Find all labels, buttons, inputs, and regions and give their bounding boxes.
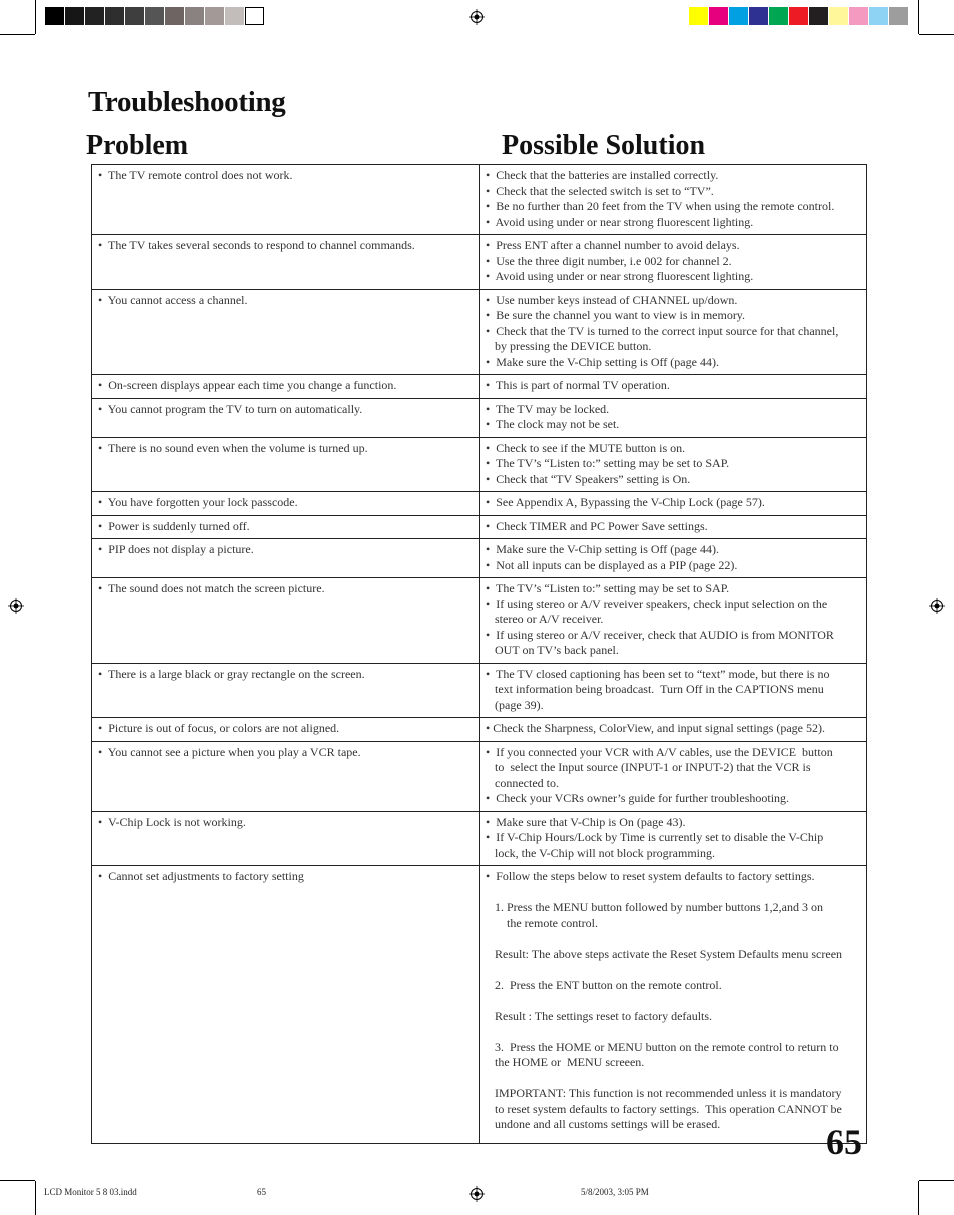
solution-line: • Check your VCRs owner’s guide for further troubleshooting. [486,791,790,805]
solution-line [486,1024,860,1040]
problem-text: • There is a large black or gray rectangle on the screen. [98,666,365,681]
solution-line: Result : The settings reset to factory defaults. [486,1008,713,1023]
solution-cell [480,578,867,664]
problem-cell [92,718,480,742]
solution-line: 2. Press the ENT button on the remote control. [486,977,722,992]
gray-swatch [85,7,104,25]
problem-text: • You cannot access a channel. [98,292,248,307]
solution-line: • The TV may be locked. [486,401,610,416]
solution-line: text information being broadcast. Turn Off in the CAPTIONS menu [486,682,824,696]
table-row [92,741,867,811]
process-swatch [829,7,848,25]
solution-line: • Check that the selected switch is set to “TV”. [486,183,714,198]
process-swatch [869,7,888,25]
problem-cell [92,866,480,1144]
solution-cell [480,235,867,290]
solution-line: (page 39). [486,697,544,712]
solution-line: by pressing the DEVICE button. [486,339,652,353]
problem-text: • Cannot set adjustments to factory setting [98,869,304,883]
problem-text: • The sound does not match the screen picture. [98,581,325,595]
process-swatch [789,7,808,25]
process-swatch [849,7,868,25]
solution-line: • This is part of normal TV operation. [486,378,670,392]
solution-line: • Avoid using under or near strong fluorescent lighting. [486,269,754,283]
process-swatch [809,7,828,25]
gray-swatch [205,7,224,25]
problem-text: • V-Chip Lock is not working. [98,814,246,829]
process-swatch [769,7,788,25]
crop-mark-bottom-right-v [918,1181,919,1215]
solution-line: • The clock may not be set. [486,417,620,431]
solution-line: undone and all customs settings will be erased. [486,1117,721,1131]
solution-cell [480,663,867,718]
gray-swatch [145,7,164,25]
problem-text: • You cannot see a picture when you play a VCR tape. [98,744,361,759]
solution-line: • Make sure the V-Chip setting is Off (page 44). [486,542,719,556]
gray-swatch [125,7,144,25]
table-row [92,398,867,437]
registration-mark-left-icon [8,598,24,614]
problem-text: • On-screen displays appear each time you change a function. [98,378,397,392]
solution-line: • The TV’s “Listen to:” setting may be set to SAP. [486,456,730,470]
solution-line: to select the Input source (INPUT-1 or INPUT-2) that the VCR is [486,760,811,774]
solution-line: • If using stereo or A/V receiver, check that AUDIO is from MONITOR [486,627,834,642]
solution-line: • The TV closed captioning has been set to “text” mode, but there is no [486,666,830,681]
footer-filename: LCD Monitor 5 8 03.indd [44,1187,137,1197]
solution-line: • Check that the TV is turned to the correct input source for that channel, [486,323,839,338]
solution-line: to reset system defaults to factory settings. This operation CANNOT be [486,1101,842,1116]
table-row [92,811,867,866]
solution-line: 3. Press the HOME or MENU button on the remote control to return to [486,1039,839,1054]
registration-mark-bottom-icon [469,1186,485,1202]
problem-cell [92,515,480,539]
process-swatch [889,7,908,25]
solution-line: lock, the V-Chip will not block programming. [486,845,715,860]
registration-mark-right-icon [929,598,945,614]
process-swatch [749,7,768,25]
problem-text: • The TV remote control does not work. [98,168,293,182]
solution-cell [480,811,867,866]
crop-mark-bottom-left-v [35,1181,36,1215]
solution-cell [480,515,867,539]
problem-text: • You have forgotten your lock passcode. [98,495,298,509]
solution-line: • Check that “TV Speakers” setting is On. [486,471,691,486]
gray-swatch [225,7,244,25]
process-swatch [729,7,748,25]
solution-line: • The TV’s “Listen to:” setting may be set to SAP. [486,581,730,595]
gray-swatch [185,7,204,25]
solution-line: • Check TIMER and PC Power Save settings. [486,518,708,533]
problem-cell [92,375,480,399]
solution-line: • Use the three digit number, i.e 002 for channel 2. [486,253,732,268]
problem-cell [92,741,480,811]
crop-mark-top-right-h [919,34,954,35]
table-row [92,866,867,1144]
table-row [92,718,867,742]
gray-swatch [245,7,264,25]
problem-text: • PIP does not display a picture. [98,542,254,556]
solution-cell [480,375,867,399]
table-row [92,492,867,516]
solution-line: the HOME or MENU screeen. [486,1055,645,1069]
page-title: Troubleshooting [88,86,286,118]
table-row [92,235,867,290]
solution-cell [480,741,867,811]
solution-line: • If V-Chip Hours/Lock by Time is currently set to disable the V-Chip [486,830,824,844]
gray-swatch [165,7,184,25]
solution-line: OUT on TV’s back panel. [486,643,619,657]
solution-line: • Check the Sharpness, ColorView, and input signal settings (page 52). [486,721,825,735]
problem-cell [92,165,480,235]
table-row [92,165,867,235]
problem-cell [92,663,480,718]
troubleshooting-table [91,164,867,1144]
table-row [92,539,867,578]
solution-line: IMPORTANT: This function is not recommended unless it is mandatory [486,1086,842,1100]
problem-cell [92,578,480,664]
solution-cell [480,866,867,1144]
solution-line [486,931,860,947]
problem-cell [92,235,480,290]
table-row [92,375,867,399]
table-row [92,289,867,375]
problem-cell [92,811,480,866]
solution-cell [480,289,867,375]
crop-mark-bottom-right-h [919,1180,954,1181]
problem-text: • There is no sound even when the volume is turned up. [98,440,368,455]
solution-line [486,993,860,1009]
crop-mark-top-left-v [35,0,36,34]
table-row [92,578,867,664]
table-row [92,515,867,539]
solution-line: • Press ENT after a channel number to avoid delays. [486,238,740,252]
problem-text: • You cannot program the TV to turn on automatically. [98,401,363,416]
solution-line: • Be sure the channel you want to view is in memory. [486,308,746,322]
solution-cell [480,437,867,492]
gray-swatch [105,7,124,25]
process-swatch [709,7,728,25]
gray-swatch [65,7,84,25]
solution-line [486,962,860,978]
process-swatch [689,7,708,25]
solution-line: stereo or A/V receiver. [486,612,604,626]
problem-column-heading: Problem [86,130,189,161]
table-row [92,437,867,492]
solution-line: • Use number keys instead of CHANNEL up/down. [486,292,738,307]
problem-text: • Picture is out of focus, or colors are not aligned. [98,721,340,735]
solution-cell [480,492,867,516]
solution-line: the remote control. [486,915,598,930]
solution-line: • Check to see if the MUTE button is on. [486,440,686,455]
solution-cell [480,539,867,578]
problem-text: • The TV takes several seconds to respond to channel commands. [98,238,415,252]
crop-mark-top-right-v [918,0,919,34]
solution-line: • Not all inputs can be displayed as a PIP (page 22). [486,557,738,572]
footer-page: 65 [257,1187,266,1197]
registration-mark-top-icon [469,9,485,25]
solution-line: 1. Press the MENU button followed by number buttons 1,2,and 3 on [486,900,823,914]
solution-line: connected to. [486,775,559,790]
problem-cell [92,437,480,492]
solution-line: Result: The above steps activate the Reset System Defaults menu screen [486,946,843,961]
solution-line: • Be no further than 20 feet from the TV when using the remote control. [486,199,835,213]
crop-mark-bottom-left-h [0,1180,35,1181]
solution-line: • Make sure the V-Chip setting is Off (page 44). [486,354,719,369]
problem-text: • Power is suddenly turned off. [98,518,250,533]
crop-mark-top-left-h [0,34,35,35]
solution-line: • Make sure that V-Chip is On (page 43). [486,814,686,829]
footer-date: 5/8/2003, 3:05 PM [581,1187,649,1197]
solution-line: • If you connected your VCR with A/V cables, use the DEVICE button [486,744,833,759]
solution-line: • Check that the batteries are installed correctly. [486,168,719,182]
solution-cell [480,398,867,437]
problem-cell [92,289,480,375]
gray-swatch [45,7,64,25]
solution-line: • Follow the steps below to reset system defaults to factory settings. [486,869,815,883]
solution-column-heading: Possible Solution [502,130,706,161]
solution-line: • Avoid using under or near strong fluorescent lighting. [486,214,754,229]
problem-cell [92,492,480,516]
solution-cell [480,165,867,235]
solution-line [486,885,860,901]
solution-line: • See Appendix A, Bypassing the V-Chip Lock (page 57). [486,495,765,509]
page-number: 65 [826,1122,862,1162]
solution-cell [480,718,867,742]
solution-line [486,1071,860,1087]
solution-line: • If using stereo or A/V reveiver speakers, check input selection on the [486,596,828,611]
table-row [92,663,867,718]
problem-cell [92,398,480,437]
problem-cell [92,539,480,578]
